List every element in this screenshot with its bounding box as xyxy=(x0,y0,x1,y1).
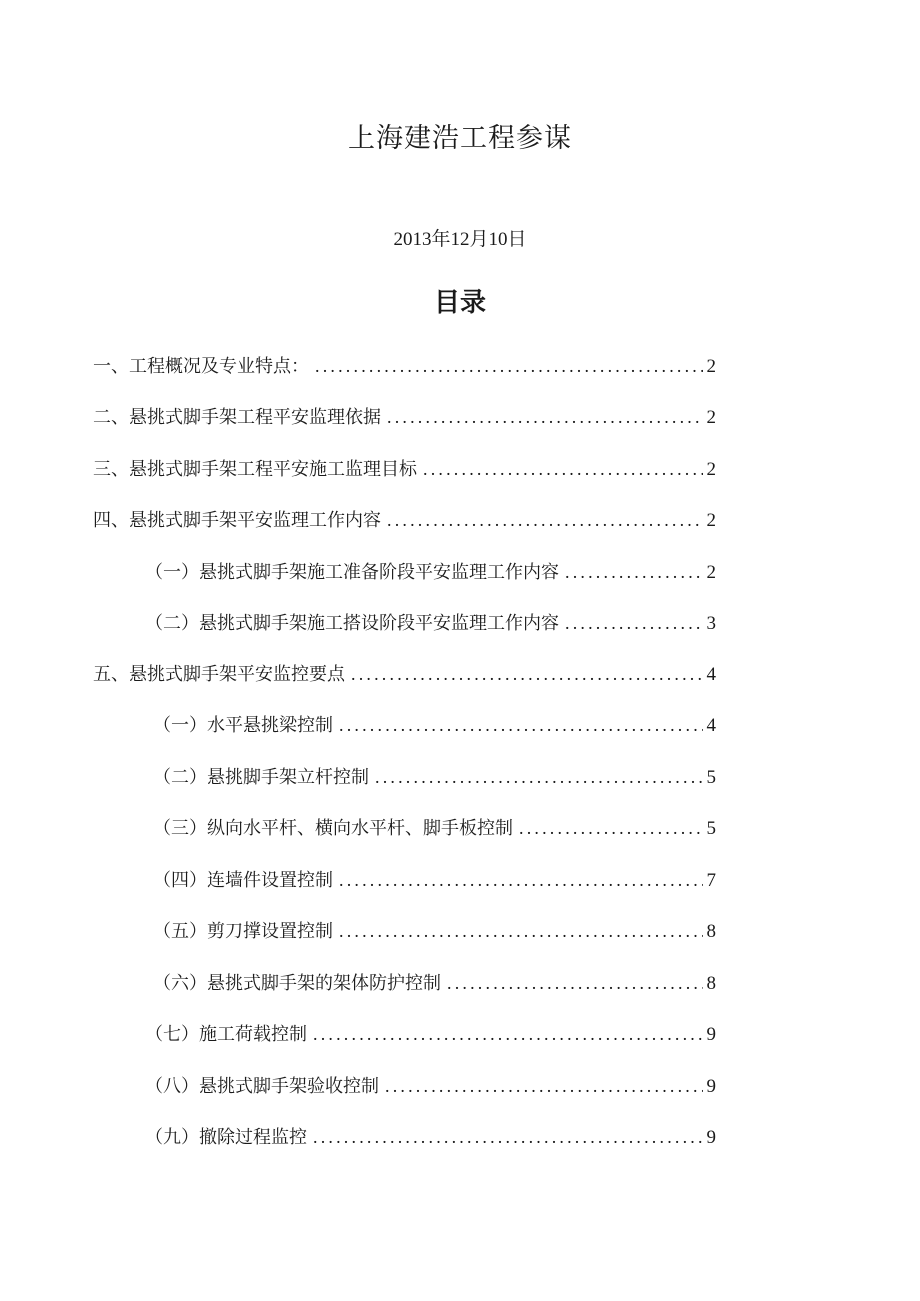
toc-page-number: 4 xyxy=(706,715,716,736)
toc-page-number: 2 xyxy=(706,356,716,377)
toc-dot-leader xyxy=(387,510,703,531)
toc-entry-label: （九）撤除过程监控 xyxy=(145,1127,307,1148)
toc-dot-leader xyxy=(565,562,703,583)
toc-entry[interactable] xyxy=(153,763,716,795)
toc-entry[interactable] xyxy=(93,455,716,487)
toc-dot-leader xyxy=(519,818,703,839)
toc-page-number: 9 xyxy=(706,1127,716,1148)
toc-entry-label: （一）悬挑式脚手架施工准备阶段平安监理工作内容 xyxy=(145,562,559,583)
toc-entry-label: （二）悬挑式脚手架施工搭设阶段平安监理工作内容 xyxy=(145,613,559,634)
toc-dot-leader xyxy=(447,973,703,994)
toc-page-number: 5 xyxy=(706,818,716,839)
toc-dot-leader xyxy=(375,767,703,788)
toc-page-number: 7 xyxy=(706,870,716,891)
toc-dot-leader xyxy=(339,715,703,736)
toc-entry[interactable] xyxy=(93,403,716,435)
toc-entry-label: （四）连墙件设置控制 xyxy=(153,870,333,891)
toc-entry-label: 五、悬挑式脚手架平安监控要点 xyxy=(93,664,345,685)
toc-entry[interactable] xyxy=(153,866,716,898)
toc-page-number: 9 xyxy=(706,1024,716,1045)
toc-dot-leader xyxy=(339,870,703,891)
toc-dot-leader xyxy=(385,1076,703,1097)
toc-entry[interactable] xyxy=(153,969,716,1001)
toc-entry-label: （二）悬挑脚手架立杆控制 xyxy=(153,767,369,788)
toc-entry-label: （七）施工荷载控制 xyxy=(145,1024,307,1045)
toc-dot-leader xyxy=(313,1127,703,1148)
toc-dot-leader xyxy=(565,613,703,634)
toc-page-number: 2 xyxy=(706,407,716,428)
toc-dot-leader xyxy=(351,664,703,685)
toc-dot-leader xyxy=(315,356,703,377)
toc-entry-label: 三、悬挑式脚手架工程平安施工监理目标 xyxy=(93,459,417,480)
toc-page-number: 9 xyxy=(706,1076,716,1097)
toc-page-number: 5 xyxy=(706,767,716,788)
toc-entry-label: （六）悬挑式脚手架的架体防护控制 xyxy=(153,973,441,994)
toc-page-number: 2 xyxy=(706,510,716,531)
toc-page-number: 2 xyxy=(706,459,716,480)
toc-dot-leader xyxy=(339,921,703,942)
toc-entry-label: （三）纵向水平杆、横向水平杆、脚手板控制 xyxy=(153,818,513,839)
toc-entry[interactable] xyxy=(93,660,716,692)
toc-dot-leader xyxy=(313,1024,703,1045)
toc-page-number: 3 xyxy=(706,613,716,634)
toc-entry[interactable] xyxy=(145,1020,716,1052)
toc-entry[interactable] xyxy=(145,609,716,641)
toc-entry-label: 四、悬挑式脚手架平安监理工作内容 xyxy=(93,510,381,531)
toc-heading: 目录 xyxy=(433,288,486,318)
toc-entry-label: 二、悬挑式脚手架工程平安监理依据 xyxy=(93,407,381,428)
toc-page-number: 4 xyxy=(706,664,716,685)
toc-entry[interactable] xyxy=(145,558,716,590)
toc-entry-label: （一）水平悬挑梁控制 xyxy=(153,715,333,736)
document-title: 上海建浩工程参谋 xyxy=(348,123,572,154)
document-date: 2013年12月10日 xyxy=(393,229,527,250)
toc-dot-leader xyxy=(423,459,703,480)
toc-page-number: 2 xyxy=(706,562,716,583)
toc-entry[interactable] xyxy=(153,711,716,743)
toc-entry[interactable] xyxy=(93,506,716,538)
toc-entry-label: 一、工程概况及专业特点： xyxy=(93,356,309,377)
toc-page-number: 8 xyxy=(706,921,716,942)
toc-entry[interactable] xyxy=(145,1072,716,1104)
toc-page-number: 8 xyxy=(706,973,716,994)
toc-entry[interactable] xyxy=(153,917,716,949)
toc-entry[interactable] xyxy=(93,352,716,384)
toc-entry[interactable] xyxy=(153,814,716,846)
toc-entry[interactable] xyxy=(145,1123,716,1155)
toc-entry-label: （八）悬挑式脚手架验收控制 xyxy=(145,1076,379,1097)
toc-entry-label: （五）剪刀撑设置控制 xyxy=(153,921,333,942)
toc-dot-leader xyxy=(387,407,703,428)
